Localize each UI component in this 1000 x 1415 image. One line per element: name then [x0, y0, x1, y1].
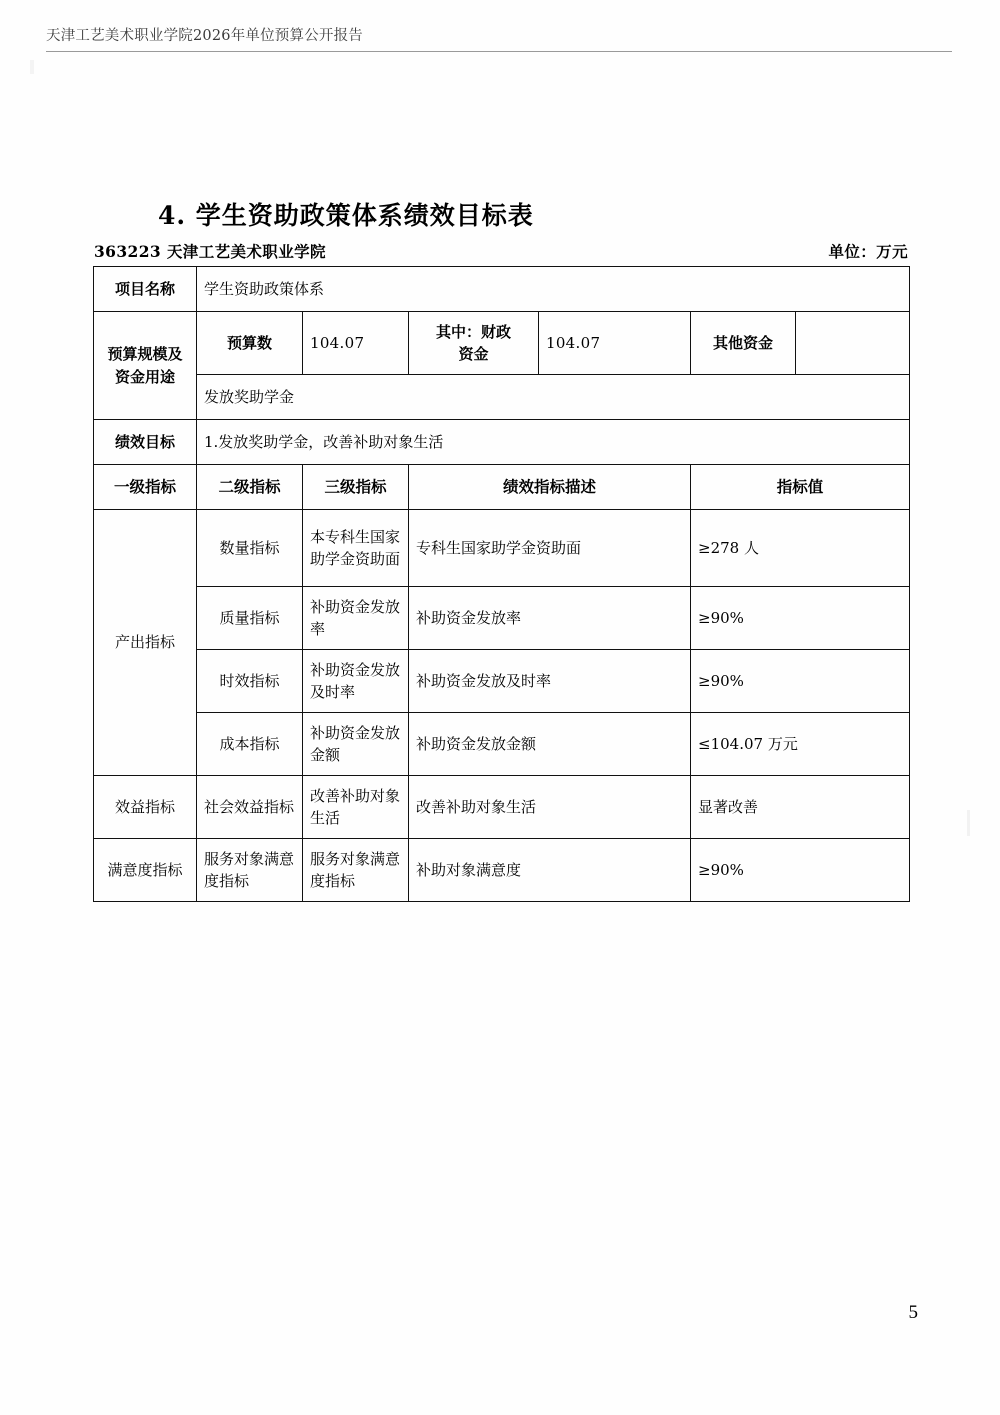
- table-header-row-indicators: [94, 465, 910, 510]
- table-row-fund-usage: [94, 375, 910, 420]
- fund-usage-value: 发放奖助学金: [197, 375, 910, 420]
- page-title: 4. 学生资助政策体系绩效目标表: [158, 201, 534, 230]
- other-fund-value: [796, 312, 910, 375]
- level3-indicator: 补助资金发放率: [303, 587, 409, 650]
- indicator-value: ≥90%: [691, 839, 910, 902]
- indicator-value: ≥90%: [691, 587, 910, 650]
- column-header-level1: 一级指标: [94, 465, 197, 510]
- header-divider: [46, 51, 952, 52]
- performance-target-table: [93, 266, 910, 902]
- level3-indicator: 补助资金发放及时率: [303, 650, 409, 713]
- group-label-satisfaction: 满意度指标: [94, 839, 197, 902]
- indicator-description: 改善补助对象生活: [409, 776, 691, 839]
- table-row: [94, 510, 910, 587]
- indicator-description: 补助资金发放金额: [409, 713, 691, 776]
- page-number: 5: [908, 1302, 918, 1323]
- budget-scope-label-line1: 预算规模及: [107, 345, 183, 363]
- scan-artifact: [967, 810, 970, 836]
- level3-indicator: 本专科生国家助学金资助面: [303, 510, 409, 587]
- indicator-value: ≥90%: [691, 650, 910, 713]
- scan-artifact-left: [30, 60, 34, 74]
- group-label-benefit: 效益指标: [94, 776, 197, 839]
- project-name-value: 学生资助政策体系: [197, 267, 910, 312]
- level3-indicator: 补助资金发放金额: [303, 713, 409, 776]
- table-row: [94, 839, 910, 902]
- level2-indicator: 服务对象满意度指标: [197, 839, 303, 902]
- indicator-value: ≥278 人: [691, 510, 910, 587]
- indicator-description: 专科生国家助学金资助面: [409, 510, 691, 587]
- group-label-output: 产出指标: [94, 510, 197, 776]
- performance-goal-value: 1.发放奖助学金，改善补助对象生活: [197, 420, 910, 465]
- budget-scope-label-line2: 资金用途: [114, 367, 175, 386]
- table-row-budget: [94, 312, 910, 375]
- organization-label: 363223 天津工艺美术职业学院: [94, 242, 326, 261]
- table-row-performance-goal: [94, 420, 910, 465]
- indicator-value: ≤104.07 万元: [691, 713, 910, 776]
- document-running-header: [46, 24, 952, 52]
- column-header-level2: 二级指标: [197, 465, 303, 510]
- level2-indicator: 数量指标: [197, 510, 303, 587]
- other-fund-label: 其他资金: [691, 312, 796, 375]
- fiscal-fund-value: 104.07: [539, 312, 691, 375]
- table-row-project-name: [94, 267, 910, 312]
- running-header-text: 天津工艺美术职业学院2026年单位预算公开报告: [46, 28, 363, 44]
- column-header-value: 指标值: [691, 465, 910, 510]
- unit-note: 单位：万元: [828, 242, 908, 261]
- table-row: [94, 650, 910, 713]
- level3-indicator: 服务对象满意度指标: [303, 839, 409, 902]
- level3-indicator: 改善补助对象生活: [303, 776, 409, 839]
- indicator-description: 补助对象满意度: [409, 839, 691, 902]
- level2-indicator: 质量指标: [197, 587, 303, 650]
- column-header-description: 绩效指标描述: [409, 465, 691, 510]
- table-row: [94, 713, 910, 776]
- indicator-description: 补助资金发放率: [409, 587, 691, 650]
- table-row: [94, 587, 910, 650]
- budget-number-label: 预算数: [197, 312, 303, 375]
- indicator-value: 显著改善: [691, 776, 910, 839]
- level2-indicator: 时效指标: [197, 650, 303, 713]
- table-caption-row: [94, 240, 908, 262]
- project-name-label: 项目名称: [94, 267, 197, 312]
- fiscal-fund-label: [409, 312, 539, 375]
- budget-number-value: 104.07: [303, 312, 409, 375]
- level2-indicator: 成本指标: [197, 713, 303, 776]
- budget-scope-label: [94, 312, 197, 420]
- column-header-level3: 三级指标: [303, 465, 409, 510]
- indicator-description: 补助资金发放及时率: [409, 650, 691, 713]
- fiscal-fund-label-line1: 其中：财政: [435, 322, 511, 341]
- level2-indicator: 社会效益指标: [197, 776, 303, 839]
- performance-goal-label: 绩效目标: [94, 420, 197, 465]
- table-row: [94, 776, 910, 839]
- fiscal-fund-label-line2: 资金: [458, 345, 489, 363]
